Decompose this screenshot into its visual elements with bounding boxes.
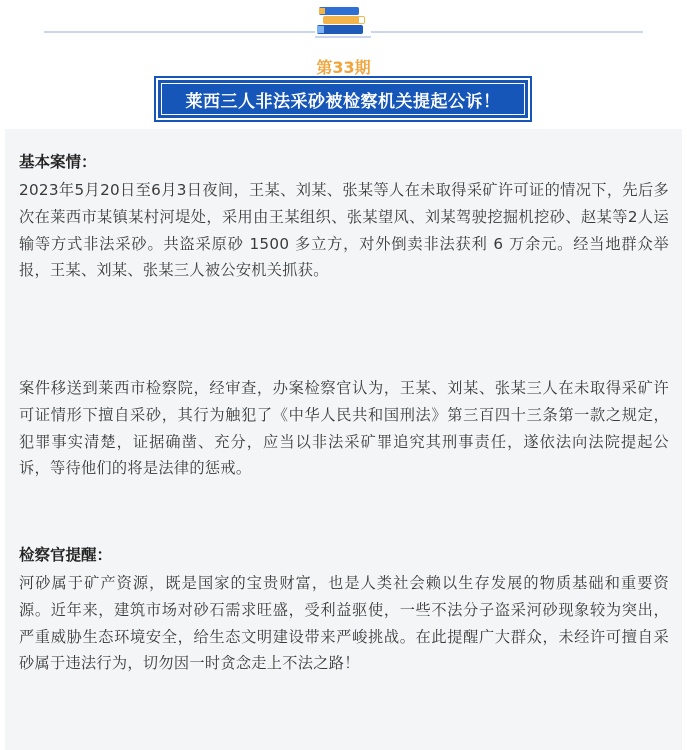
case-paragraph-1: 2023年5月20日至6月3日夜间，王某、刘某、张某等人在未取得采矿许可证的情况下，先后多次在莱西市某镇某村河堤处，采用由王某组织、张某望风、刘某驾驶挖掘机挖砂、赵某等2人运输等方式非法采砂。共盗采原砂 1500 多立方，对外倒卖非法获利 6 万余元。经当地群众举报，王某、刘某、张某三人被公安机关抓获。: [19, 181, 669, 280]
article-title: 莱西三人非法采砂被检察机关提起公诉！: [185, 91, 501, 112]
issue-number: 第33期: [316, 58, 371, 77]
article-header: [0, 0, 687, 128]
reminder-paragraph: 河砂属于矿产资源，既是国家的宝贵财富，也是人类社会赖以生存发展的物质基础和重要资源。近年来，建筑市场对砂石需求旺盛，受利益驱使，一些不法分子盗采河砂现象较为突出，严重威胁生态环境安全，给生态文明建设带来严峻挑战。在此提醒广大群众，未经许可擅自采砂属于违法行为，切勿因一时贪念走上不法之路！: [19, 574, 669, 673]
books-icon: [315, 5, 371, 41]
case-paragraph-2: 案件移送到莱西市检察院，经审查，办案检察官认为，王某、刘某、张某三人在未取得采矿许可证情形下擅自采砂，其行为触犯了《中华人民共和国刑法》第三百四十三条第一款之规定，犯罪事实清楚，证据确凿、充分，应当以非法采矿罪追究其刑事责任，遂依法向法院提起公诉，等待他们的将是法律的惩戒。: [19, 379, 669, 478]
section-heading-case: 基本案情：: [19, 153, 97, 171]
title-banner: [158, 80, 528, 118]
content-panel: [5, 129, 682, 750]
section-heading-reminder: 检察官提醒：: [19, 546, 113, 564]
